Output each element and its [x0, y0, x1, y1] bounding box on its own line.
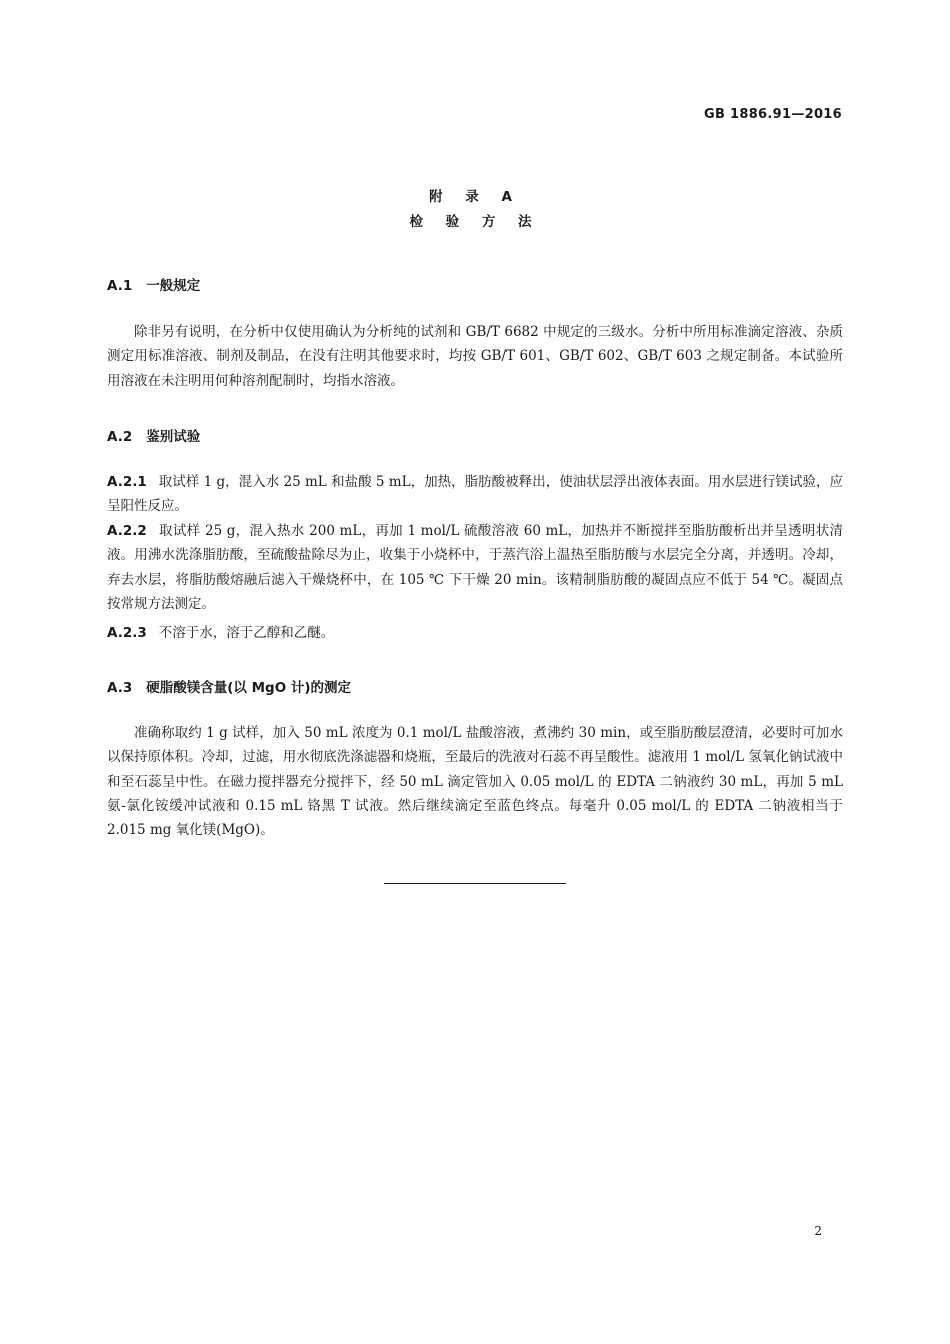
section-a2-heading [107, 425, 200, 445]
clause-number: A.2.3 [107, 625, 147, 641]
clause-a2-1 [107, 470, 843, 519]
clause-text: 取试样 25 g，混入热水 200 mL，再加 1 mol/L 硫酸溶液 60 mL，加热并不断搅拌至脂肪酸析出并呈透明状清液。用沸水洗涤脂肪酸，至硫酸盐除尽为止，收集于小烧杯中，于蒸汽浴上温热至脂肪酸与水层完全分离，并透明。冷却，弃去水层，将脂肪酸熔融后滤入干燥烧杯中，在 105 ℃ 下干燥 20 min。该精制脂肪酸的凝固点应不低于 54 ℃。凝固点按常规方法测定。 [107, 523, 843, 612]
section-title: 硬脂酸镁含量(以 MgO 计)的测定 [146, 680, 352, 696]
clause-a2-3 [107, 621, 843, 645]
clause-text: 取试样 1 g，混入水 25 mL 和盐酸 5 mL，加热，脂肪酸被释出，使油状层浮出液体表面。用水层进行镁试验，应呈阳性反应。 [107, 474, 843, 515]
clause-number: A.2.1 [107, 474, 147, 490]
section-number: A.3 [107, 680, 133, 696]
clause-number: A.2.2 [107, 523, 147, 539]
annex-subtitle: 检 验 方 法 [409, 214, 541, 230]
section-number: A.1 [107, 278, 133, 294]
clause-a2-2 [107, 519, 843, 616]
section-a1-heading [107, 274, 200, 294]
end-divider [384, 883, 566, 884]
annex-title: 附 录 A [429, 189, 521, 205]
section-a1-paragraph: 除非另有说明，在分析中仅使用确认为分析纯的试剂和 GB/T 6682 中规定的三级水。分析中所用标准滴定溶液、杂质测定用标准溶液、制剂及制品，在没有注明其他要求时，均按 GB/T 601、GB/T 602、GB/T 603 之规定制备。本试验所用溶液在未注明用何种溶剂配制时，均指水溶液。 [107, 324, 843, 389]
clause-text: 不溶于水，溶于乙醇和乙醚。 [158, 625, 335, 641]
standard-code: GB 1886.91—2016 [704, 107, 842, 122]
page-number: 2 [814, 1224, 822, 1238]
section-title: 鉴别试验 [146, 429, 201, 445]
section-number: A.2 [107, 429, 133, 445]
section-title: 一般规定 [146, 278, 201, 294]
section-a3-heading [107, 676, 351, 696]
section-a3-paragraph: 准确称取约 1 g 试样，加入 50 mL 浓度为 0.1 mol/L 盐酸溶液，煮沸约 30 min，或至脂肪酸层澄清，必要时可加水以保持原体积。冷却，过滤，用水彻底洗涤滤器和烧瓶，至最后的洗液对石蕊不再呈酸性。滤液用 1 mol/L 氢氧化钠试液中和至石蕊呈中性。在磁力搅拌器充分搅拌下，经 50 mL 滴定管加入 0.05 mol/L 的 EDTA 二钠液约 30 mL，再加 5 mL 氨-氯化铵缓冲试液和 0.15 mL 铬黑 T 试液。然后继续滴定至蓝色终点。每毫升 0.05 mol/L 的 EDTA 二钠液相当于 2.015 mg 氧化镁(MgO)。 [107, 725, 843, 839]
